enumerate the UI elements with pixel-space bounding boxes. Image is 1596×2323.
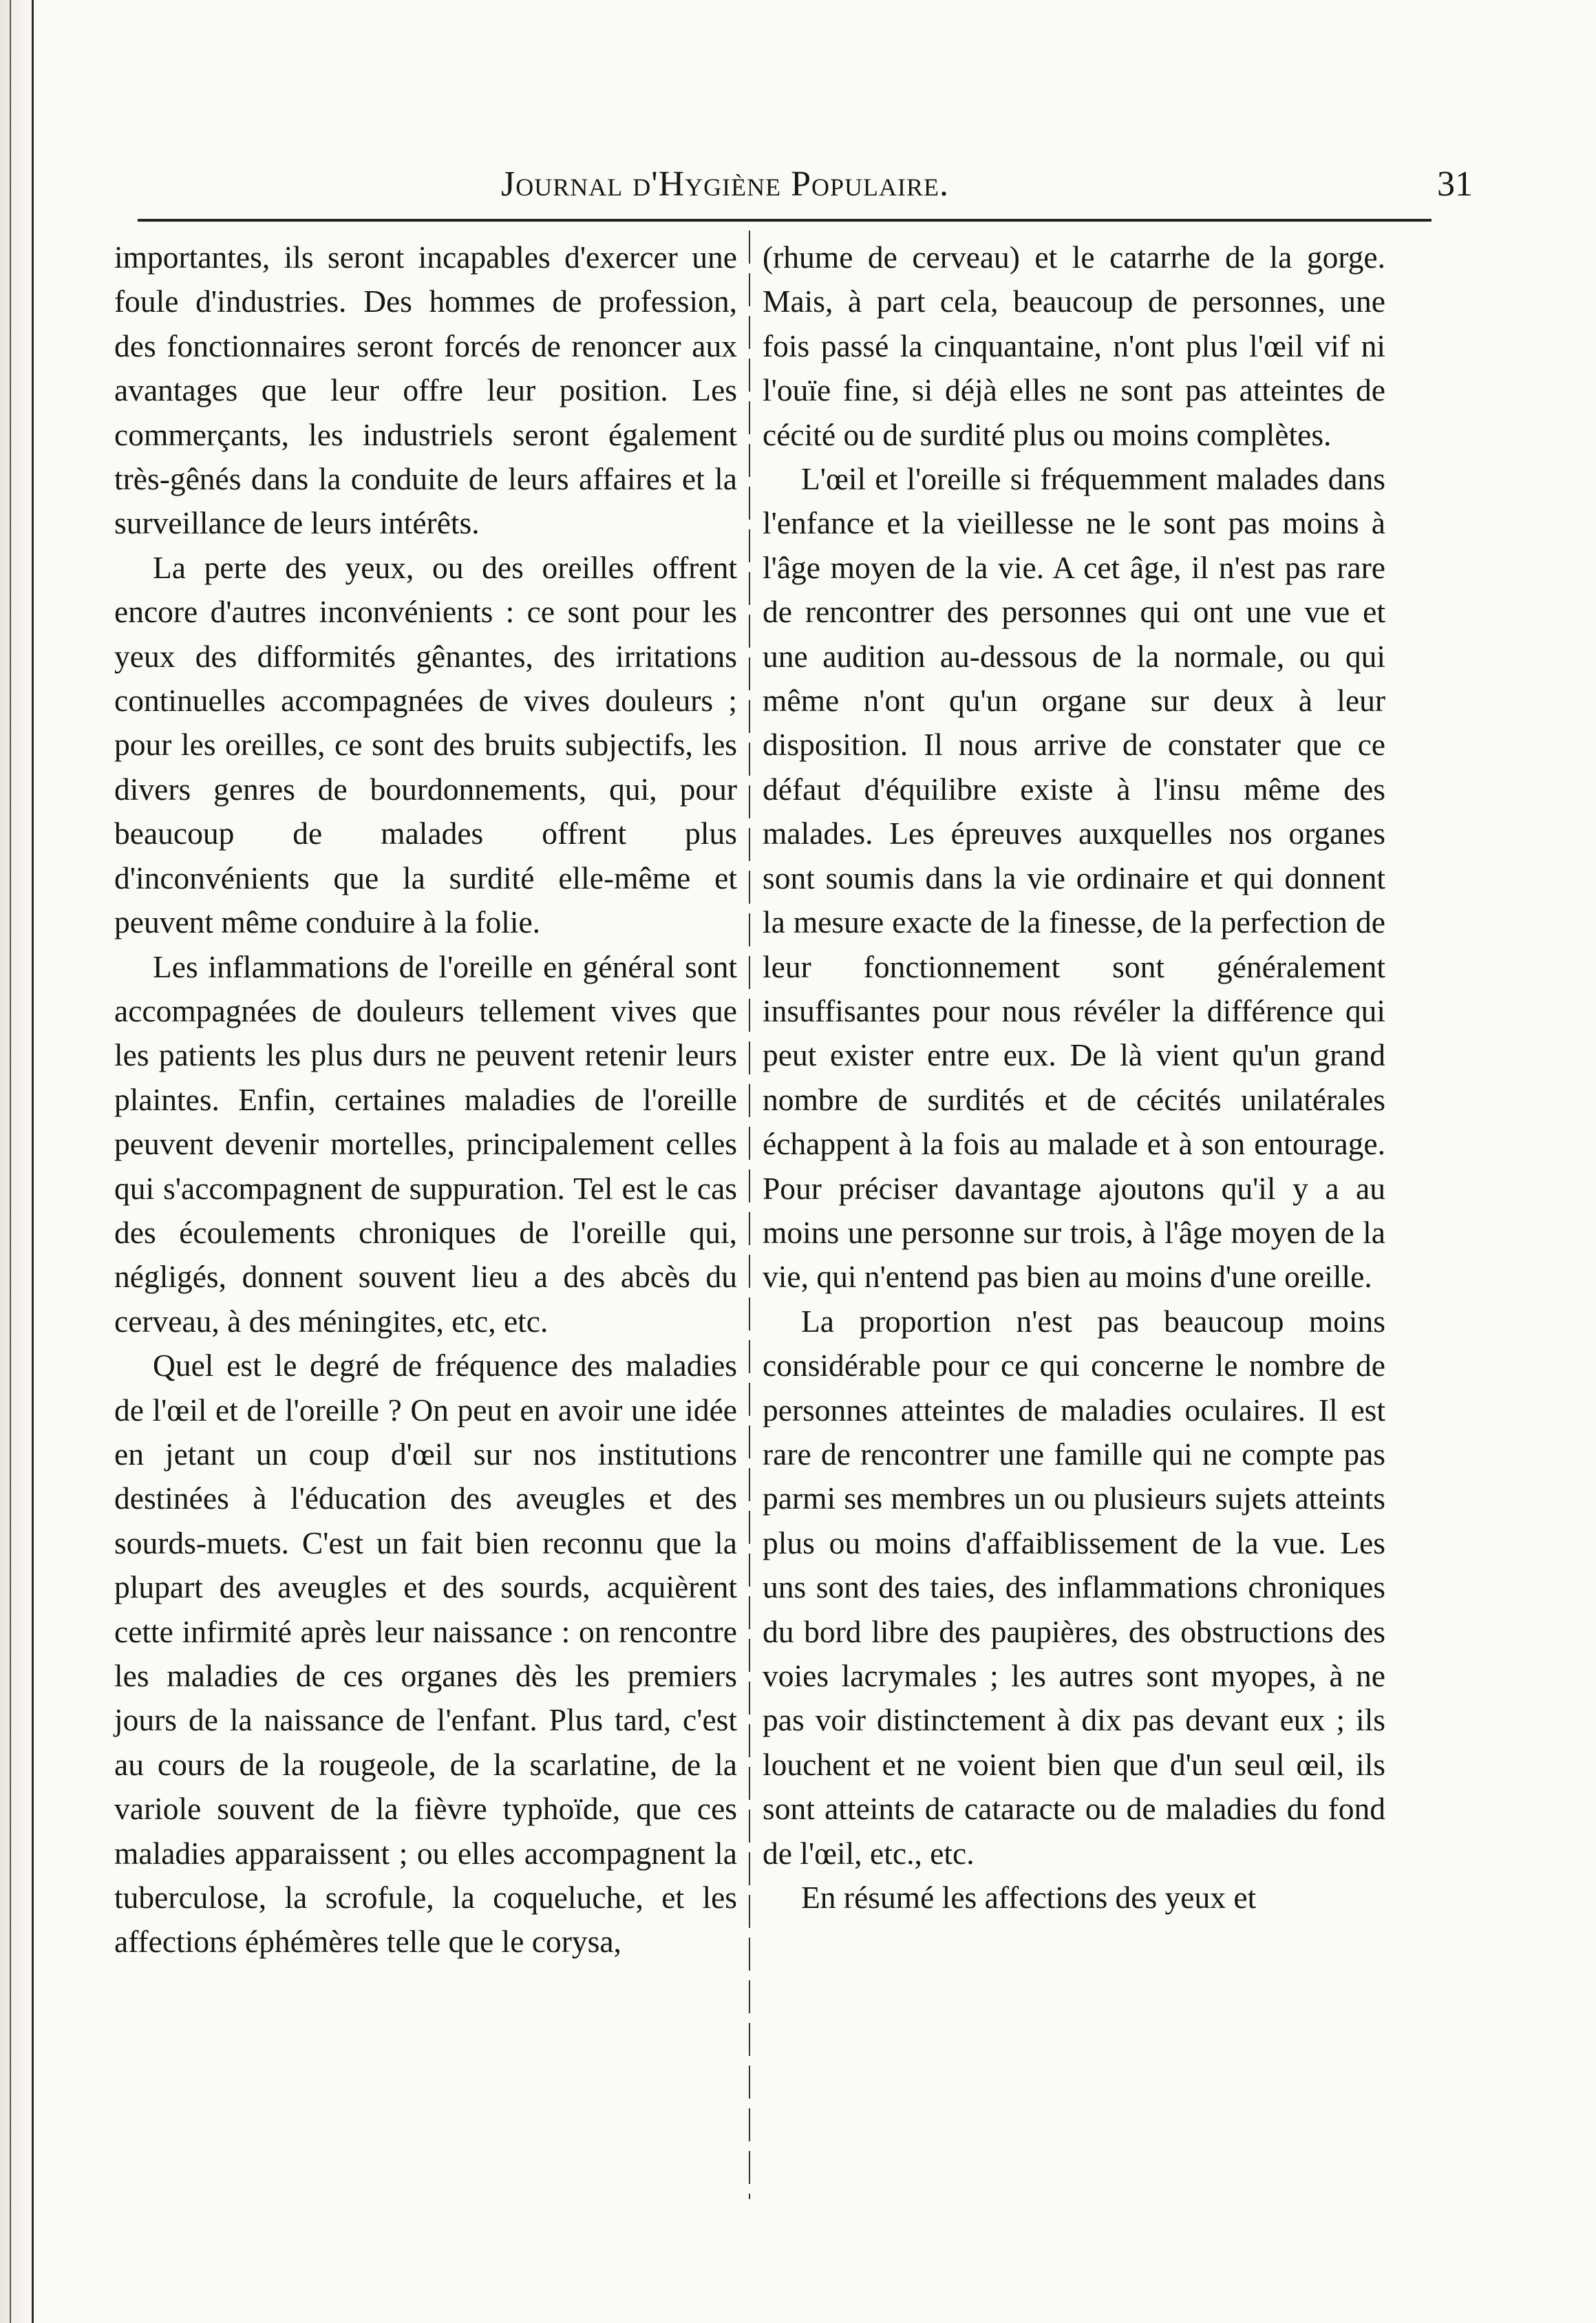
header-rule xyxy=(138,219,1432,222)
right-column xyxy=(763,235,1385,1920)
left-paragraph-3: Les inflammations de l'oreille en général sont accompagnées de douleurs tellement vives que les patients les plus durs ne peuvent retenir leurs plaintes. Enfin, certaines maladies de l'oreille peuvent devenir mortelles, principalement celles qui s'accompagnent de suppuration. Tel est le cas des écoulements chroniques de l'oreille qui, négligés, donnent souvent lieu a des abcès du cerveau, à des méningites, etc, etc. xyxy=(114,948,737,1339)
left-column xyxy=(114,235,737,1964)
binding-rule xyxy=(10,0,11,2323)
page-binding-edge xyxy=(0,0,34,2323)
left-paragraph-2: La perte des yeux, ou des oreilles offrent encore d'autres inconvénients : ce sont pour les yeux des difformités gênantes, des irritations continuelles accompagnées de vives douleurs ; pour les oreilles, ce sont des bruits subjectifs, les divers genres de bourdonnements, qui, pour beaucoup de malades offrent plus d'inconvénients que la surdité elle-même et peuvent même conduire à la folie. xyxy=(114,549,737,940)
page-number: 31 xyxy=(1437,165,1473,204)
right-paragraph-1: (rhume de cerveau) et le catarrhe de la gorge. Mais, à part cela, beaucoup de personnes, une fois passé la cinquantaine, n'ont plus l'œil vif ni l'ouïe fine, si déjà elles ne sont pas atteintes de cécité ou de surdité plus ou moins complètes. xyxy=(763,240,1385,452)
running-title: Journal d'Hygiène Populaire. xyxy=(501,165,950,204)
column-divider xyxy=(749,231,750,2199)
right-paragraph-4: En résumé les affections des yeux et xyxy=(801,1880,1257,1916)
left-paragraph-4: Quel est le degré de fréquence des maladies de l'œil et de l'oreille ? On peut en avoir une idée en jetant un coup d'œil sur nos institutions destinées à l'éducation des aveugles et des sourds-muets. C'est un fait bien reconnu que la plupart des aveugles et des sourds, acquièrent cette infirmité après leur naissance : on rencontre les maladies de ces organes dès les premiers jours de la naissance de l'enfant. Plus tard, c'est au cours de la rougeole, de la scarlatine, de la variole souvent de la fièvre typhoïde, que ces maladies apparaissent ; ou elles accompagnent la tuberculose, la scrofule, la coqueluche, et les affections éphémères telle que le corysa, xyxy=(114,1348,737,1960)
page-header xyxy=(110,164,1473,219)
left-paragraph-1: importantes, ils seront incapables d'exercer une foule d'industries. Des hommes de profession, des fonctionnaires seront forcés de renoncer aux avantages que leur offre leur position. Les commerçants, les industriels seront également très-gênés dans la conduite de leurs affaires et la surveillance de leurs intérêts. xyxy=(114,240,737,541)
right-paragraph-2: L'œil et l'oreille si fréquemment malades dans l'enfance et la vieillesse ne le sont pas moins à l'âge moyen de la vie. A cet âge, il n'est pas rare de rencontrer des personnes qui ont une vue et une audition au-dessous de la normale, ou qui même n'ont qu'un organe sur deux à leur disposition. Il nous arrive de constater que ce défaut d'équilibre existe à l'insu même des malades. Les épreuves auxquelles nos organes sont soumis dans la vie ordinaire et qui donnent la mesure exacte de la finesse, de la perfection de leur fonctionnement sont généralement insuffisantes pour nous révéler la différence qui peut exister entre eux. De là vient qu'un grand nombre de surdités et de cécités unilatérales échappent à la fois au malade et à son entourage. Pour préciser davantage ajoutons qu'il y a au moins une personne sur trois, à l'âge moyen de la vie, qui n'entend pas bien au moins d'une oreille. xyxy=(763,461,1385,1295)
right-paragraph-3: La proportion n'est pas beaucoup moins considérable pour ce qui concerne le nombre de personnes atteintes de maladies oculaires. Il est rare de rencontrer une famille qui ne compte pas parmi ses membres un ou plusieurs sujets atteints plus ou moins d'affaiblissement de la vue. Les uns sont des taies, des inflammations chroniques du bord libre des paupières, des obstructions des voies lacrymales ; les autres sont myopes, à ne pas voir distinctement à dix pas devant eux ; ils louchent et ne voient bien que d'un seul œil, ils sont atteints de cataracte ou de maladies du fond de l'œil, etc., etc. xyxy=(763,1303,1385,1871)
